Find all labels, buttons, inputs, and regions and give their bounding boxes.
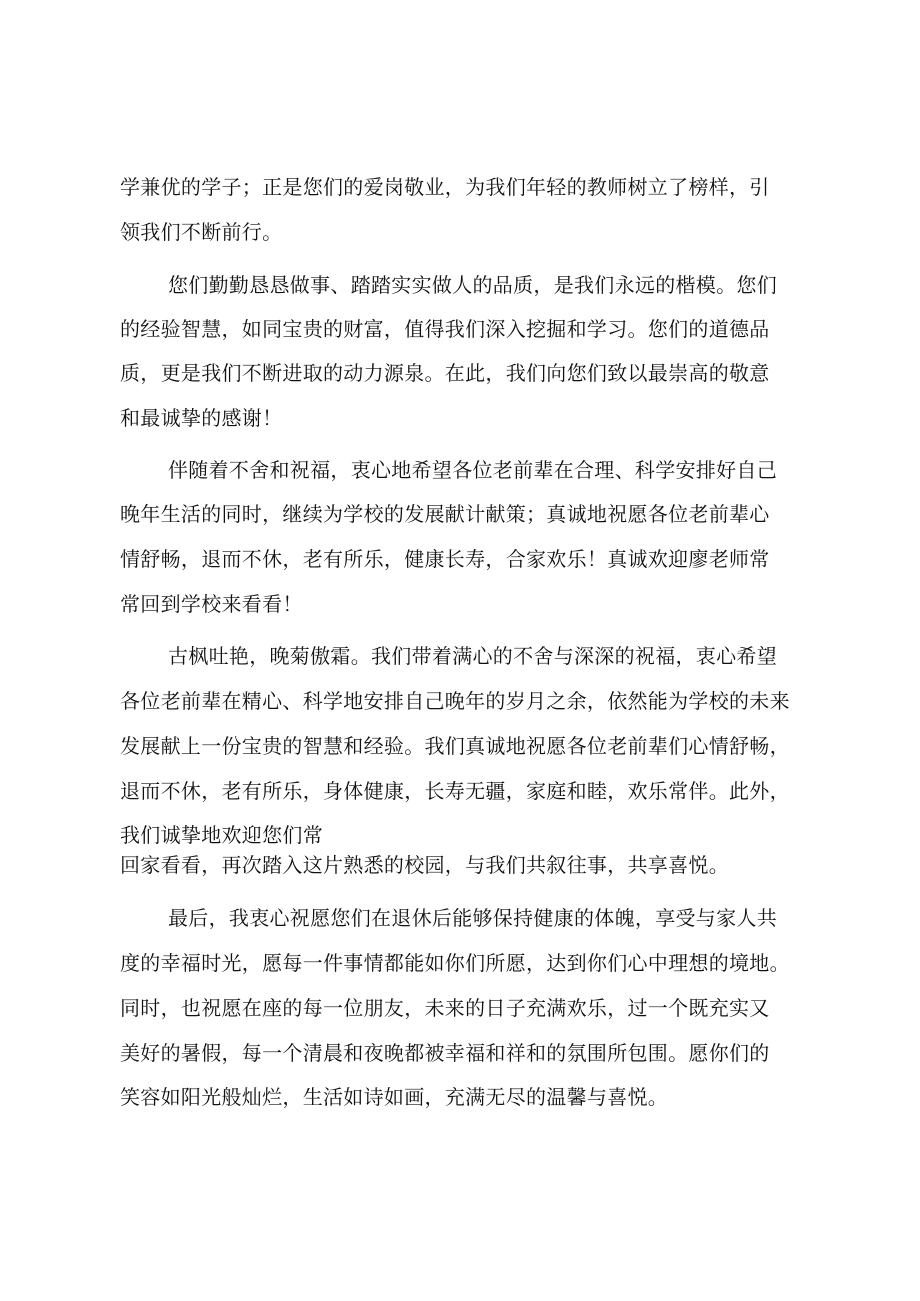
text-line: 情舒畅，退而不休，老有所乐，健康长寿，合家欢乐！真诚欢迎廖老师常 <box>120 547 770 571</box>
text-line: 笑容如阳光般灿烂，生活如诗如画，充满无尽的温馨与喜悦。 <box>120 1085 669 1109</box>
text-line: 回家看看，再次踏入这片熟悉的校园，与我们共叙往事，共享喜悦。 <box>120 853 729 877</box>
paragraph-first-line: 伴随着不舍和祝福，衷心地希望各位老前辈在合理、科学安排好自己 <box>168 458 777 482</box>
paragraph-first-line: 最后，我衷心祝愿您们在退休后能够保持健康的体魄，享受与家人共 <box>168 906 777 930</box>
paragraph-first-line: 您们勤勤恳恳做事、踏踏实实做人的品质，是我们永远的楷模。您们 <box>168 273 777 297</box>
text-line: 各位老前辈在精心、科学地安排自己晚年的岁月之余，依然能为学校的未来 <box>120 689 790 713</box>
text-line: 度的幸福时光，愿每一件事情都能如你们所愿，达到你们心中理想的境地。 <box>120 951 790 975</box>
text-line: 美好的暑假，每一个清晨和夜晚都被幸福和祥和的氛围所包围。愿你们的 <box>120 1041 770 1065</box>
paragraph-first-line: 古枫吐艳，晚菊傲霜。我们带着满心的不舍与深深的祝福，衷心希望 <box>168 644 777 668</box>
text-line: 我们诚挚地欢迎您们常 <box>120 823 323 847</box>
text-line: 退而不休，老有所乐，身体健康，长寿无疆，家庭和睦，欢乐常伴。此外， <box>120 779 790 803</box>
text-line: 晚年生活的同时，继续为学校的发展献计献策；真诚地祝愿各位老前辈心 <box>120 502 770 526</box>
text-line: 学兼优的学子；正是您们的爱岗敬业，为我们年轻的教师树立了榜样，引 <box>120 175 770 199</box>
text-line: 和最诚挚的感谢！ <box>120 406 283 430</box>
text-line: 常回到学校来看看！ <box>120 592 303 616</box>
text-line: 发展献上一份宝贵的智慧和经验。我们真诚地祝愿各位老前辈们心情舒畅， <box>120 734 790 758</box>
text-line: 领我们不断前行。 <box>120 220 283 244</box>
text-line: 同时，也祝愿在座的每一位朋友，未来的日子充满欢乐，过一个既充实又 <box>120 996 770 1020</box>
text-line: 的经验智慧，如同宝贵的财富，值得我们深入挖掘和学习。您们的道德品 <box>120 317 770 341</box>
text-line: 质，更是我们不断进取的动力源泉。在此，我们向您们致以最崇高的敬意 <box>120 361 770 385</box>
